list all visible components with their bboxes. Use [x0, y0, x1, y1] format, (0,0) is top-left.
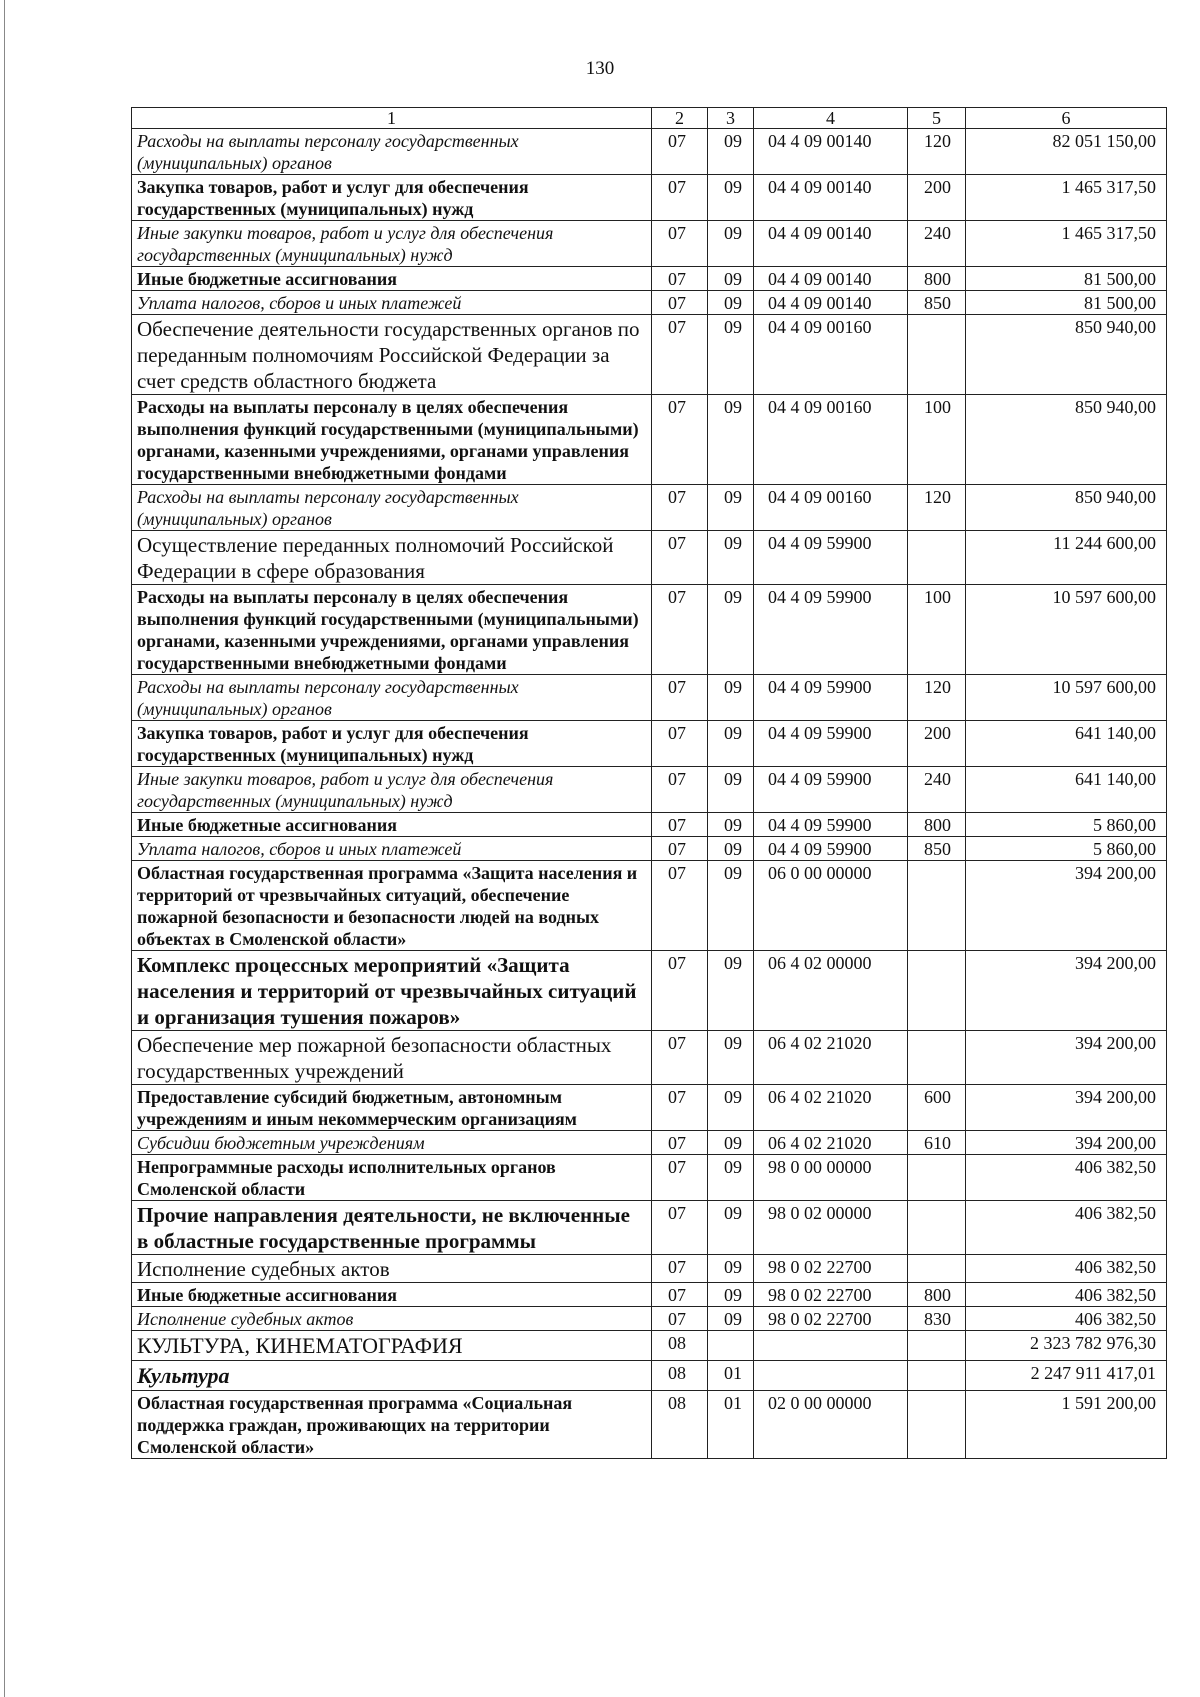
header-col-4: 4: [754, 108, 908, 129]
row-section-code: 07: [652, 1255, 708, 1283]
row-target-article: 04 4 09 59900: [754, 675, 908, 721]
header-col-5: 5: [908, 108, 966, 129]
row-name: Прочие направления деятельности, не включенные в областные государственные программы: [132, 1201, 652, 1255]
table-row: [132, 485, 1167, 531]
row-target-article: 04 4 09 59900: [754, 813, 908, 837]
page-number: 130: [585, 58, 615, 79]
row-target-article: 04 4 09 00140: [754, 267, 908, 291]
row-target-article: 02 0 00 00000: [754, 1391, 908, 1459]
row-amount: 394 200,00: [966, 1031, 1167, 1085]
row-section-code: 07: [652, 291, 708, 315]
row-name: Непрограммные расходы исполнительных органов Смоленской области: [132, 1155, 652, 1201]
row-subsection-code: 09: [708, 267, 754, 291]
row-section-code: 07: [652, 813, 708, 837]
row-amount: 10 597 600,00: [966, 675, 1167, 721]
row-expense-type: [908, 951, 966, 1031]
row-section-code: 07: [652, 675, 708, 721]
row-target-article: 04 4 09 59900: [754, 585, 908, 675]
row-target-article: 04 4 09 00160: [754, 315, 908, 395]
row-target-article: 04 4 09 00140: [754, 221, 908, 267]
row-section-code: 07: [652, 267, 708, 291]
row-name: Расходы на выплаты персоналу в целях обеспечения выполнения функций государственными (муниципальными) органами, казенными учреждениями, органами управления государственными внебюджетными фондами: [132, 395, 652, 485]
row-expense-type: 200: [908, 175, 966, 221]
table-row: [132, 721, 1167, 767]
row-subsection-code: 09: [708, 395, 754, 485]
table-row: [132, 951, 1167, 1031]
row-target-article: 04 4 09 59900: [754, 837, 908, 861]
row-amount: 850 940,00: [966, 395, 1167, 485]
row-expense-type: 120: [908, 675, 966, 721]
row-amount: 406 382,50: [966, 1201, 1167, 1255]
row-expense-type: [908, 1155, 966, 1201]
row-subsection-code: 09: [708, 837, 754, 861]
table-row: [132, 221, 1167, 267]
row-amount: 641 140,00: [966, 721, 1167, 767]
row-subsection-code: 09: [708, 129, 754, 175]
table-row: [132, 1361, 1167, 1391]
table-row: [132, 1391, 1167, 1459]
row-subsection-code: 09: [708, 767, 754, 813]
row-amount: 5 860,00: [966, 813, 1167, 837]
header-col-3: 3: [708, 108, 754, 129]
row-expense-type: [908, 1391, 966, 1459]
table-row: [132, 675, 1167, 721]
row-subsection-code: 09: [708, 951, 754, 1031]
row-target-article: 04 4 09 00140: [754, 291, 908, 315]
row-target-article: 06 4 02 21020: [754, 1131, 908, 1155]
row-expense-type: [908, 861, 966, 951]
row-subsection-code: 09: [708, 1031, 754, 1085]
row-amount: 394 200,00: [966, 951, 1167, 1031]
row-target-article: 04 4 09 59900: [754, 721, 908, 767]
table-row: [132, 1031, 1167, 1085]
row-expense-type: [908, 1031, 966, 1085]
row-amount: 1 591 200,00: [966, 1391, 1167, 1459]
row-subsection-code: 09: [708, 315, 754, 395]
row-expense-type: 830: [908, 1307, 966, 1331]
row-subsection-code: 09: [708, 1255, 754, 1283]
row-name: Закупка товаров, работ и услуг для обеспечения государственных (муниципальных) нужд: [132, 721, 652, 767]
row-subsection-code: 09: [708, 531, 754, 585]
row-name: Исполнение судебных актов: [132, 1307, 652, 1331]
row-section-code: 07: [652, 1155, 708, 1201]
table-row: [132, 1255, 1167, 1283]
row-name: Иные бюджетные ассигнования: [132, 1283, 652, 1307]
row-subsection-code: 09: [708, 813, 754, 837]
row-expense-type: 240: [908, 767, 966, 813]
row-amount: 406 382,50: [966, 1283, 1167, 1307]
row-section-code: 07: [652, 721, 708, 767]
row-section-code: 07: [652, 1031, 708, 1085]
row-target-article: 98 0 02 22700: [754, 1255, 908, 1283]
table-row: [132, 291, 1167, 315]
row-subsection-code: 09: [708, 1307, 754, 1331]
row-expense-type: [908, 531, 966, 585]
row-name: Предоставление субсидий бюджетным, автономным учреждениям и иным некоммерческим организациям: [132, 1085, 652, 1131]
row-section-code: 07: [652, 129, 708, 175]
row-name: КУЛЬТУРА, КИНЕМАТОГРАФИЯ: [132, 1331, 652, 1361]
row-expense-type: [908, 315, 966, 395]
row-name: Уплата налогов, сборов и иных платежей: [132, 837, 652, 861]
row-amount: 394 200,00: [966, 861, 1167, 951]
row-section-code: 07: [652, 315, 708, 395]
table-row: [132, 267, 1167, 291]
row-amount: 850 940,00: [966, 315, 1167, 395]
row-name: Закупка товаров, работ и услуг для обеспечения государственных (муниципальных) нужд: [132, 175, 652, 221]
row-expense-type: [908, 1255, 966, 1283]
table-row: [132, 129, 1167, 175]
table-row: [132, 1331, 1167, 1361]
budget-table: [131, 107, 1167, 1459]
row-target-article: [754, 1331, 908, 1361]
table-row: [132, 861, 1167, 951]
row-amount: 394 200,00: [966, 1085, 1167, 1131]
row-subsection-code: 09: [708, 721, 754, 767]
row-expense-type: 240: [908, 221, 966, 267]
table-row: [132, 1155, 1167, 1201]
row-subsection-code: [708, 1331, 754, 1361]
row-section-code: 07: [652, 531, 708, 585]
row-amount: 5 860,00: [966, 837, 1167, 861]
row-amount: 1 465 317,50: [966, 221, 1167, 267]
row-amount: 82 051 150,00: [966, 129, 1167, 175]
row-subsection-code: 01: [708, 1361, 754, 1391]
row-amount: 406 382,50: [966, 1255, 1167, 1283]
row-expense-type: 200: [908, 721, 966, 767]
scan-margin-line: [4, 0, 5, 1697]
row-section-code: 07: [652, 1201, 708, 1255]
row-subsection-code: 09: [708, 585, 754, 675]
row-name: Субсидии бюджетным учреждениям: [132, 1131, 652, 1155]
row-expense-type: 800: [908, 1283, 966, 1307]
row-target-article: 98 0 02 22700: [754, 1283, 908, 1307]
row-amount: 1 465 317,50: [966, 175, 1167, 221]
row-subsection-code: 09: [708, 1283, 754, 1307]
row-name: Иные закупки товаров, работ и услуг для обеспечения государственных (муниципальных) нужд: [132, 221, 652, 267]
row-target-article: 98 0 02 00000: [754, 1201, 908, 1255]
row-target-article: 04 4 09 00160: [754, 395, 908, 485]
row-amount: 81 500,00: [966, 291, 1167, 315]
row-expense-type: 800: [908, 267, 966, 291]
row-expense-type: 100: [908, 395, 966, 485]
row-amount: 406 382,50: [966, 1155, 1167, 1201]
header-col-6: 6: [966, 108, 1167, 129]
row-target-article: 06 4 02 21020: [754, 1031, 908, 1085]
row-subsection-code: 09: [708, 485, 754, 531]
row-section-code: 07: [652, 175, 708, 221]
row-subsection-code: 09: [708, 1085, 754, 1131]
table-row: [132, 395, 1167, 485]
row-subsection-code: 09: [708, 291, 754, 315]
row-section-code: 07: [652, 1307, 708, 1331]
table-row: [132, 1307, 1167, 1331]
table-row: [132, 531, 1167, 585]
row-target-article: 04 4 09 00140: [754, 175, 908, 221]
row-target-article: 06 0 00 00000: [754, 861, 908, 951]
row-expense-type: [908, 1361, 966, 1391]
row-name: Осуществление переданных полномочий Российской Федерации в сфере образования: [132, 531, 652, 585]
row-section-code: 07: [652, 221, 708, 267]
table-row: [132, 585, 1167, 675]
row-subsection-code: 09: [708, 1201, 754, 1255]
row-expense-type: 850: [908, 837, 966, 861]
table-row: [132, 837, 1167, 861]
row-section-code: 07: [652, 951, 708, 1031]
row-subsection-code: 09: [708, 675, 754, 721]
row-section-code: 07: [652, 1283, 708, 1307]
row-amount: 394 200,00: [966, 1131, 1167, 1155]
row-section-code: 07: [652, 861, 708, 951]
row-name: Областная государственная программа «Защита населения и территорий от чрезвычайных ситуаций, обеспечение пожарной безопасности и безопасности людей на водных объектах в Смоленской области»: [132, 861, 652, 951]
row-section-code: 08: [652, 1391, 708, 1459]
row-target-article: 04 4 09 00160: [754, 485, 908, 531]
row-name: Расходы на выплаты персоналу в целях обеспечения выполнения функций государственными (муниципальными) органами, казенными учреждениями, органами управления государственными внебюджетными фондами: [132, 585, 652, 675]
table-row: [132, 767, 1167, 813]
row-amount: 2 247 911 417,01: [966, 1361, 1167, 1391]
row-section-code: 08: [652, 1331, 708, 1361]
row-subsection-code: 09: [708, 1155, 754, 1201]
row-amount: 406 382,50: [966, 1307, 1167, 1331]
row-target-article: 04 4 09 00140: [754, 129, 908, 175]
table-row: [132, 1085, 1167, 1131]
row-amount: 850 940,00: [966, 485, 1167, 531]
row-subsection-code: 09: [708, 221, 754, 267]
row-subsection-code: 09: [708, 861, 754, 951]
row-name: Обеспечение деятельности государственных органов по переданным полномочиям Российской Федерации за счет средств областного бюджета: [132, 315, 652, 395]
row-section-code: 07: [652, 585, 708, 675]
table-row: [132, 315, 1167, 395]
row-expense-type: 100: [908, 585, 966, 675]
row-name: Культура: [132, 1361, 652, 1391]
row-name: Областная государственная программа «Социальная поддержка граждан, проживающих на территории Смоленской области»: [132, 1391, 652, 1459]
row-target-article: 98 0 00 00000: [754, 1155, 908, 1201]
row-name: Исполнение судебных актов: [132, 1255, 652, 1283]
row-section-code: 07: [652, 767, 708, 813]
row-amount: 641 140,00: [966, 767, 1167, 813]
table-row: [132, 1283, 1167, 1307]
header-col-1: 1: [132, 108, 652, 129]
row-name: Иные закупки товаров, работ и услуг для обеспечения государственных (муниципальных) нужд: [132, 767, 652, 813]
row-expense-type: [908, 1201, 966, 1255]
row-expense-type: 800: [908, 813, 966, 837]
row-name: Иные бюджетные ассигнования: [132, 267, 652, 291]
row-target-article: 04 4 09 59900: [754, 531, 908, 585]
row-section-code: 07: [652, 1085, 708, 1131]
row-section-code: 07: [652, 837, 708, 861]
table-row: [132, 175, 1167, 221]
table-row: [132, 813, 1167, 837]
table-header-row: [132, 108, 1167, 129]
row-target-article: [754, 1361, 908, 1391]
row-section-code: 07: [652, 485, 708, 531]
table-row: [132, 1131, 1167, 1155]
row-name: Обеспечение мер пожарной безопасности областных государственных учреждений: [132, 1031, 652, 1085]
header-col-2: 2: [652, 108, 708, 129]
row-name: Иные бюджетные ассигнования: [132, 813, 652, 837]
row-amount: 10 597 600,00: [966, 585, 1167, 675]
row-subsection-code: 01: [708, 1391, 754, 1459]
row-target-article: 06 4 02 00000: [754, 951, 908, 1031]
row-amount: 2 323 782 976,30: [966, 1331, 1167, 1361]
row-expense-type: 120: [908, 129, 966, 175]
row-amount: 11 244 600,00: [966, 531, 1167, 585]
row-section-code: 08: [652, 1361, 708, 1391]
row-name: Расходы на выплаты персоналу государственных (муниципальных) органов: [132, 675, 652, 721]
row-expense-type: 600: [908, 1085, 966, 1131]
row-expense-type: 610: [908, 1131, 966, 1155]
table-row: [132, 1201, 1167, 1255]
row-name: Уплата налогов, сборов и иных платежей: [132, 291, 652, 315]
row-name: Расходы на выплаты персоналу государственных (муниципальных) органов: [132, 129, 652, 175]
row-section-code: 07: [652, 395, 708, 485]
row-subsection-code: 09: [708, 1131, 754, 1155]
row-subsection-code: 09: [708, 175, 754, 221]
row-name: Комплекс процессных мероприятий «Защита населения и территорий от чрезвычайных ситуаций и организация тушения пожаров»: [132, 951, 652, 1031]
row-expense-type: 850: [908, 291, 966, 315]
row-target-article: 98 0 02 22700: [754, 1307, 908, 1331]
row-name: Расходы на выплаты персоналу государственных (муниципальных) органов: [132, 485, 652, 531]
row-expense-type: 120: [908, 485, 966, 531]
row-target-article: 04 4 09 59900: [754, 767, 908, 813]
row-amount: 81 500,00: [966, 267, 1167, 291]
row-expense-type: [908, 1331, 966, 1361]
row-section-code: 07: [652, 1131, 708, 1155]
row-target-article: 06 4 02 21020: [754, 1085, 908, 1131]
